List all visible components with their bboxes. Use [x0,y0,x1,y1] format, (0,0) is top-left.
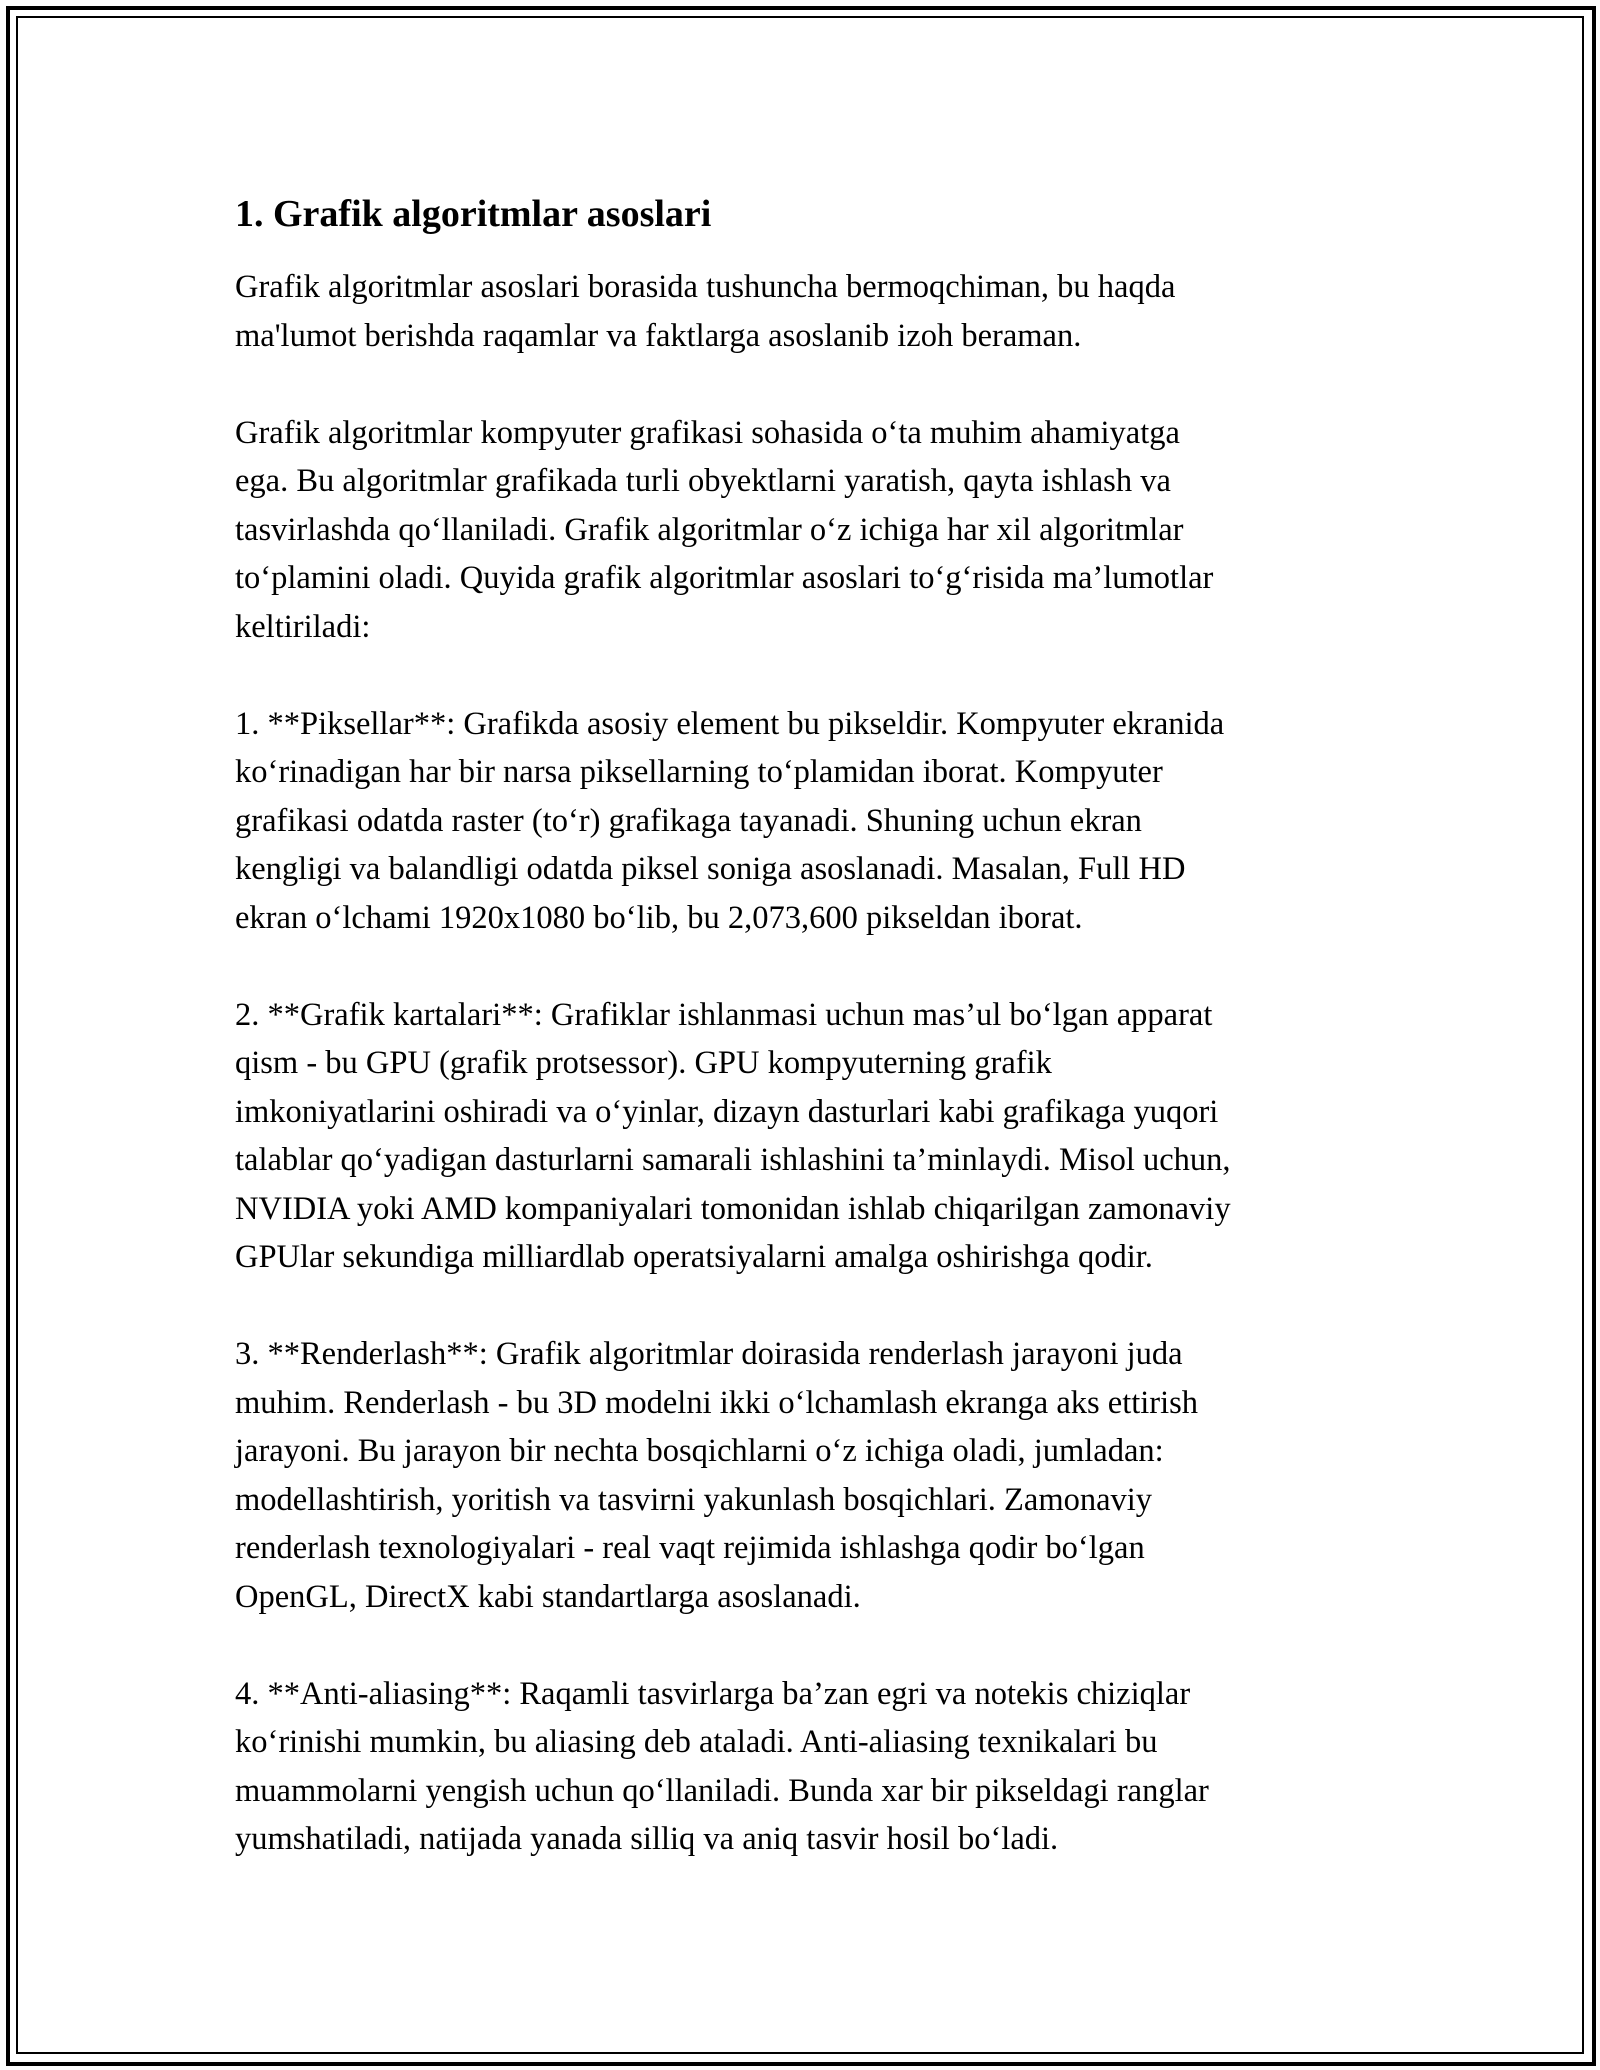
text-line: NVIDIA yoki AMD kompaniyalari tomonidan ishlab chiqarilgan zamonaviy [235,1190,1231,1227]
text-line: ko‘rinishi mumkin, bu aliasing deb ataladi. Anti-aliasing texnikalari bu [235,1724,1158,1760]
text-line: 4. **Anti-aliasing**: Raqamli tasvirlarga ba’zan egri va notekis chiziqlar [235,1675,1191,1712]
text-line: keltiriladi: [235,608,371,645]
text-line: modellashtirish, yoritish va tasvirni yakunlash bosqichlari. Zamonaviy [235,1481,1153,1518]
rendering-paragraph [235,1330,1375,1621]
anti-aliasing-paragraph [235,1670,1375,1864]
text-line: muammolarni yengish uchun qo‘llaniladi. Bunda xar bir pikseldagi ranglar [235,1772,1209,1809]
text-line: yumshatiladi, natijada yanada silliq va aniq tasvir hosil bo‘ladi. [235,1821,1059,1857]
text-line: 2. **Grafik kartalari**: Grafiklar ishlanmasi uchun mas’ul bo‘lgan apparat [235,996,1213,1033]
intro-paragraph [235,263,1375,360]
document-body [235,185,1375,1864]
text-line: Grafik algoritmlar asoslari borasida tushuncha bermoqchiman, bu haqda [235,269,1176,305]
text-line: kengligi va balandligi odatda piksel soniga asoslanadi. Masalan, Full HD [235,851,1186,887]
text-line: tasvirlashda qo‘llaniladi. Grafik algoritmlar o‘z ichiga har xil algoritmlar [235,511,1184,548]
text-line: imkoniyatlarini oshiradi va o‘yinlar, dizayn dasturlari kabi grafikaga yuqori [235,1093,1219,1130]
text-line: to‘plamini oladi. Quyida grafik algoritmlar asoslari to‘g‘risida ma’lumotlar [235,560,1214,596]
text-line: 3. **Renderlash**: Grafik algoritmlar doirasida renderlash jarayoni juda [235,1336,1183,1372]
text-line: grafikasi odatda raster (to‘r) grafikaga tayanadi. Shuning uchun ekran [235,802,1142,839]
overview-paragraph [235,409,1375,652]
text-line: ma'lumot berishda raqamlar va faktlarga asoslanib izoh beraman. [235,317,1082,354]
text-line: OpenGL, DirectX kabi standartlarga asoslanadi. [235,1578,861,1615]
text-line: ega. Bu algoritmlar grafikada turli obyektlarni yaratish, qayta ishlash va [235,463,1171,499]
text-line: renderlash texnologiyalari - real vaqt rejimida ishlashga qodir bo‘lgan [235,1530,1145,1566]
text-line: GPUlar sekundiga milliardlab operatsiyalarni amalga oshirishga qodir. [235,1239,1153,1275]
text-line: ko‘rinadigan har bir narsa piksellarning to‘plamidan iborat. Kompyuter [235,754,1163,790]
text-line: muhim. Renderlash - bu 3D modelni ikki o‘lchamlash ekranga aks ettirish [235,1384,1199,1421]
text-line: talablar qo‘yadigan dasturlarni samarali ishlashini ta’minlaydi. Misol uchun, [235,1142,1231,1178]
text-line: ekran o‘lchami 1920x1080 bo‘lib, bu 2,073,600 pikseldan iborat. [235,899,1083,936]
text-line: Grafik algoritmlar kompyuter grafikasi sohasida o‘ta muhim ahamiyatga [235,414,1180,451]
text-line: 1. **Piksellar**: Grafikda asosiy element bu pikseldir. Kompyuter ekranida [235,705,1225,742]
pixels-paragraph [235,700,1375,943]
graphics-cards-paragraph [235,991,1375,1282]
section-heading: 1. Grafik algoritmlar asoslari [235,193,712,235]
text-line: qism - bu GPU (grafik protsessor). GPU kompyuterning grafik [235,1045,1052,1081]
text-line: jarayoni. Bu jarayon bir nechta bosqichlarni o‘z ichiga oladi, jumladan: [235,1433,1164,1469]
